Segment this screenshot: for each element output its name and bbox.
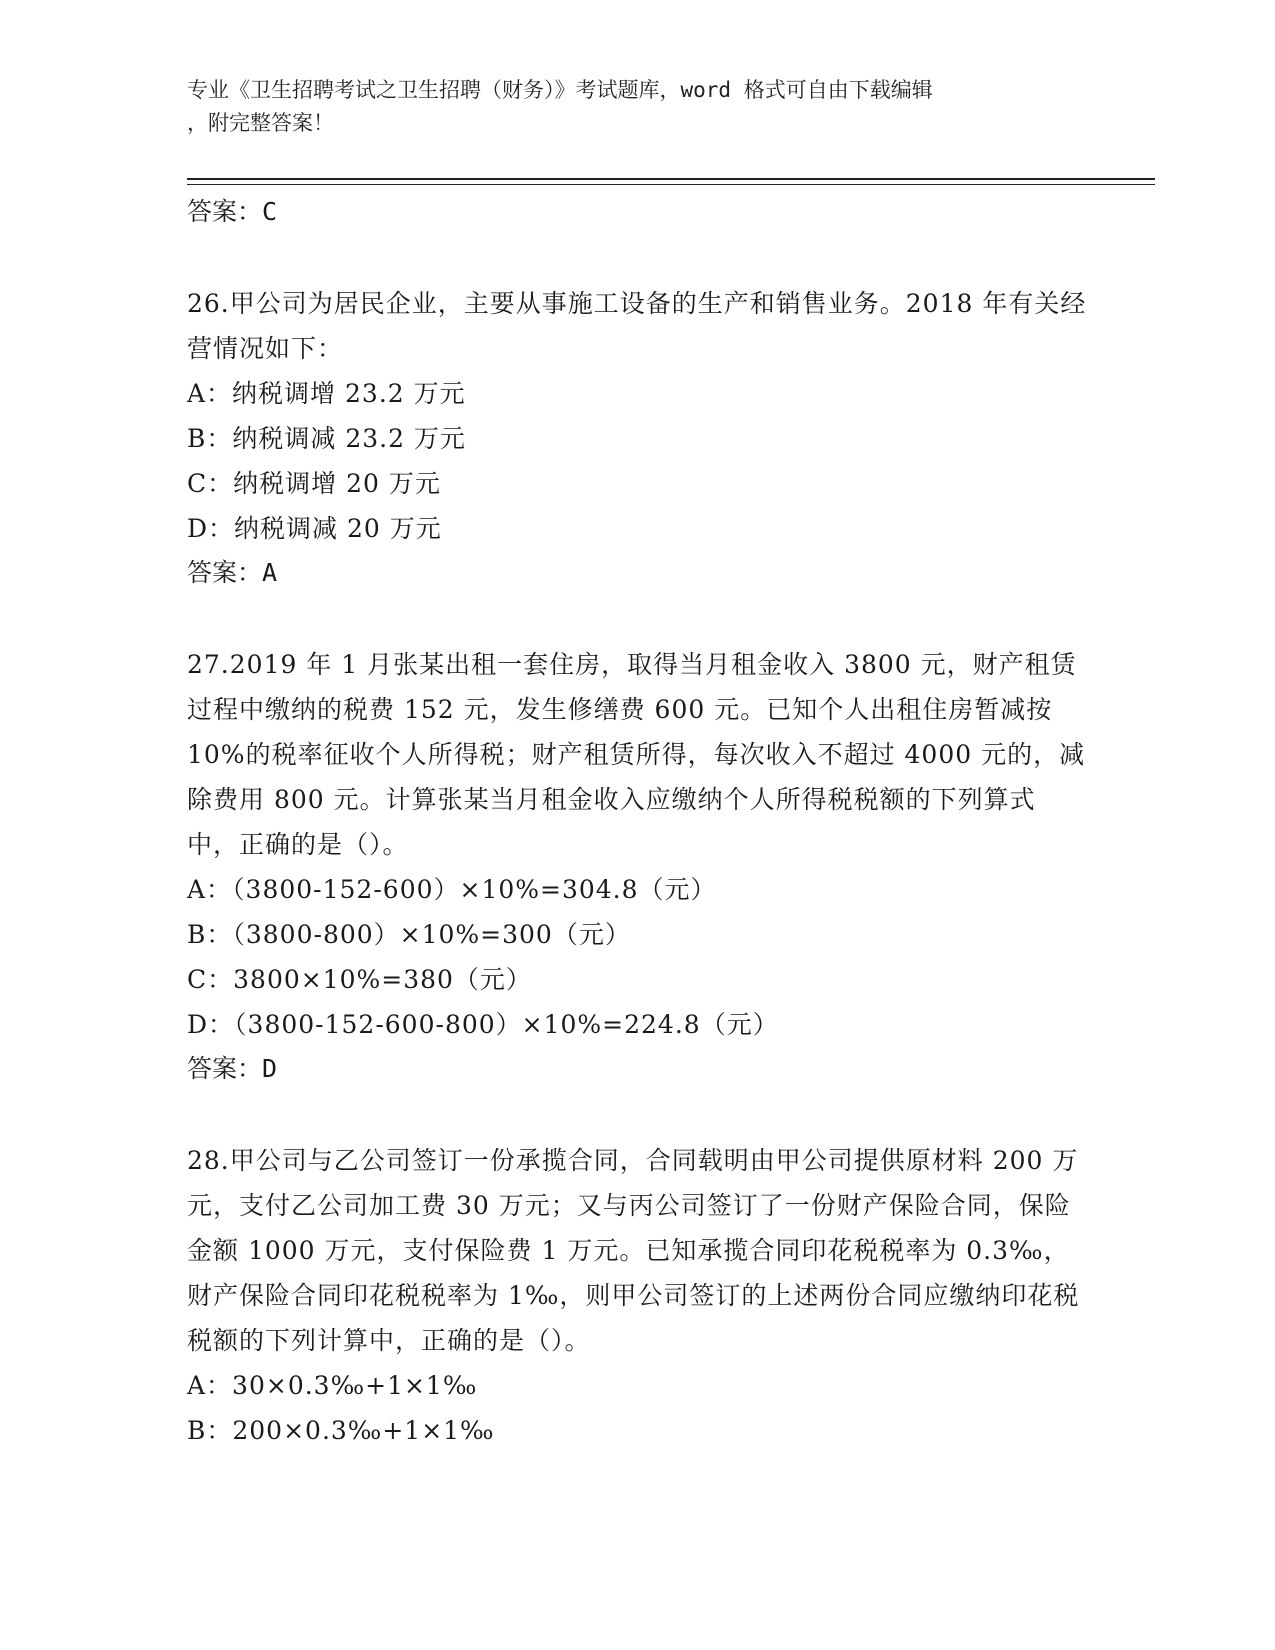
question-27-answer: 答案：D [187,1054,278,1083]
question-27-option-d: D：（3800-152-600-800）×10%=224.8（元） [187,1010,779,1039]
header-rule-thick [187,178,1155,180]
page-header [187,74,1067,140]
question-26-option-a: A：纳税调增 23.2 万元 [187,379,466,408]
header-rule-thin [187,184,1155,185]
question-27-option-b: B：（3800-800）×10%=300（元） [187,920,631,949]
question-27-option-c: C：3800×10%=380（元） [187,965,532,994]
question-list [187,190,1087,1453]
question-26-option-d: D：纳税调减 20 万元 [187,514,442,543]
question-27-option-a: A：（3800-152-600）×10%=304.8（元） [187,875,717,904]
header-line-1: 专业《卫生招聘考试之卫生招聘（财务）》考试题库，word 格式可自由下载编辑 [187,78,933,102]
question-26-option-b: B：纳税调减 23.2 万元 [187,424,466,453]
header-line-2: ，附完整答案！ [187,111,334,135]
spacer [187,234,1087,281]
spacer [187,1091,1087,1138]
question-27-stem: 27.2019 年 1 月张某出租一套住房，取得当月租金收入 3800 元，财产租赁过程中缴纳的税费 152 元，发生修缮费 600 元。已知个人出租住房暂减按 10%的税率征收个人所得税；财产租赁所得，每次收入不超过 4000 元的，减除费用 800 元。计算张某当月租金收入应缴纳个人所得税税额的下列算式中，正确的是（）。 [187,650,1086,859]
question-28-option-b: B：200×0.3‰+1×1‰ [187,1416,495,1445]
question-28-option-a: A：30×0.3‰+1×1‰ [187,1371,478,1400]
question-26-answer: 答案：A [187,558,278,587]
question-26 [187,281,1087,595]
question-26-option-c: C：纳税调增 20 万元 [187,469,441,498]
question-28 [187,1138,1087,1453]
answer-previous: 答案：C [187,197,278,226]
spacer [187,595,1087,642]
question-27 [187,642,1087,1091]
question-28-stem: 28.甲公司与乙公司签订一份承揽合同，合同载明由甲公司提供原材料 200 万元，支付乙公司加工费 30 万元；又与丙公司签订了一份财产保险合同，保险金额 1000 万元，支付保险费 1 万元。已知承揽合同印花税税率为 0.3‰，财产保险合同印花税税率为 1‰，则甲公司签订的上述两份合同应缴纳印花税税额的下列计算中，正确的是（）。 [187,1146,1080,1355]
question-26-stem: 26.甲公司为居民企业，主要从事施工设备的生产和销售业务。2018 年有关经营情况如下： [187,289,1087,363]
